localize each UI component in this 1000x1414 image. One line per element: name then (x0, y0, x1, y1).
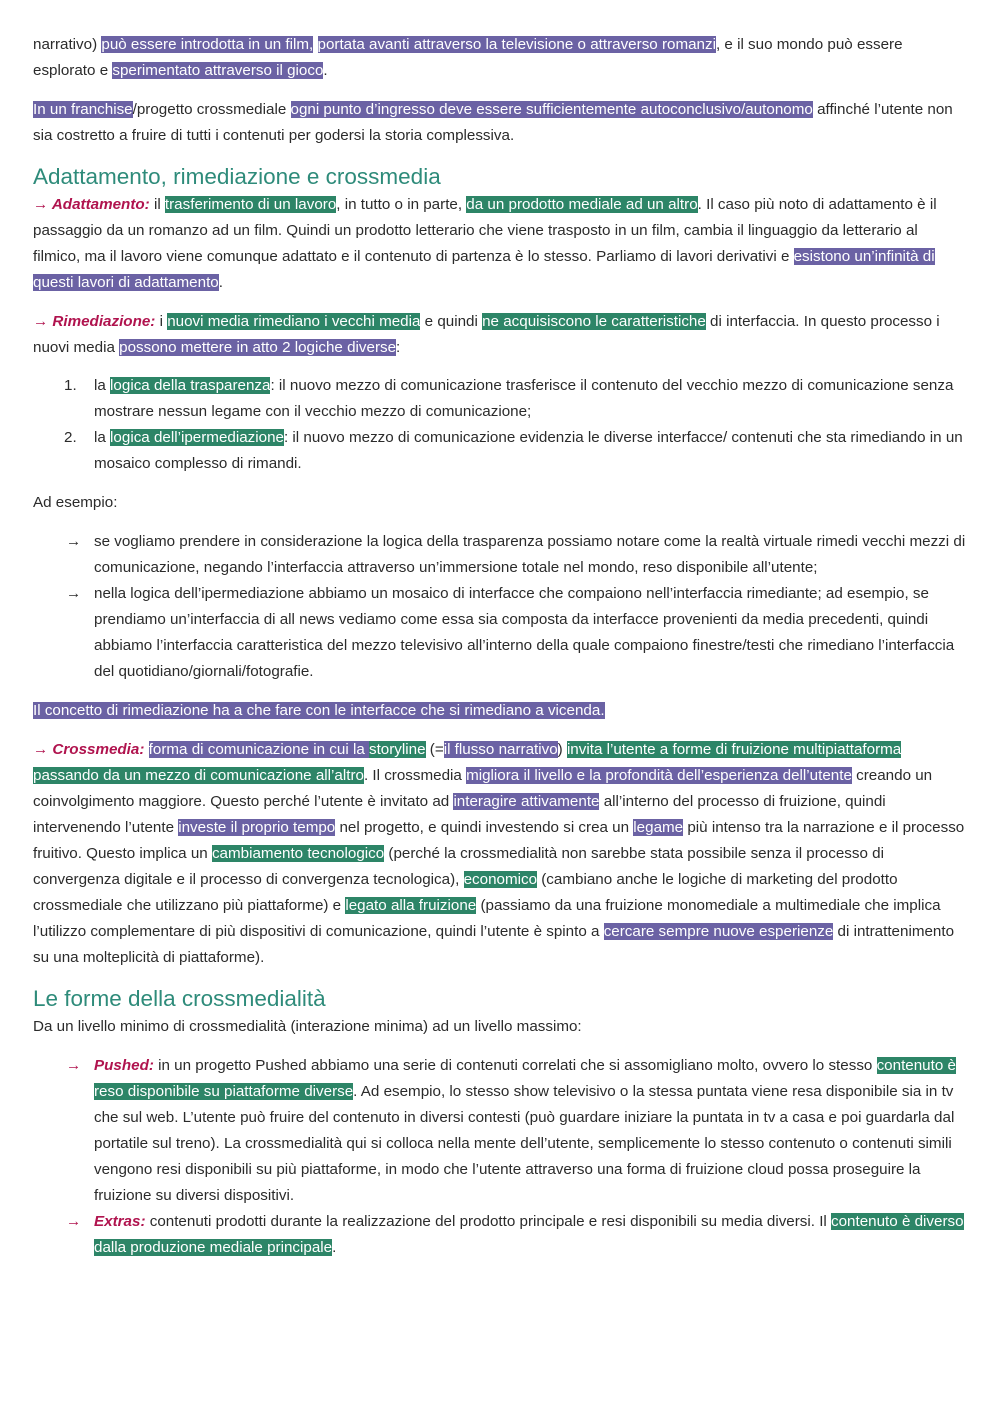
highlight-purple: In un franchise (33, 101, 133, 118)
text-segment: all’interno del processo di fruizione, quindi intervenendo l’utente (33, 793, 886, 836)
term-label: → Adattamento: (33, 196, 150, 213)
text-segment: . Il crossmedia (363, 767, 467, 784)
text-segment: narrativo) (33, 36, 102, 53)
paragraph-crossmedia (33, 737, 966, 971)
section-heading-forme: Le forme della crossmedialità (33, 986, 326, 1011)
text-segment: più intenso tra la narrazione e il processo fruitivo. Questo implica un (33, 819, 965, 862)
list-item (33, 373, 966, 425)
text-segment: nel progetto, e quindi investendo si crea un (335, 819, 634, 836)
highlight-purple: possono mettere in atto 2 logiche diverse (119, 339, 397, 356)
highlight-purple: investe il proprio tempo (178, 819, 336, 836)
text-segment: /progetto crossmediale (132, 101, 291, 118)
text-segment: di interfaccia. In questo processo i nuovi media (33, 313, 940, 356)
highlight-purple: può essere introdotta in un film, (101, 36, 314, 53)
paragraph-esempio-label: Ad esempio: (33, 494, 118, 511)
text-segment: affinché l’utente non sia costretto a fruire di tutti i contenuti per godersi la storia complessiva. (33, 101, 953, 144)
paragraph-storyworld (33, 32, 966, 84)
forme-list (33, 1053, 966, 1261)
text-segment: ) (557, 741, 567, 758)
highlight-purple: sperimentato attraverso il gioco (112, 62, 324, 79)
text-segment: creando un coinvolgimento maggiore. Questo perché l’utente è invitato ad (33, 767, 933, 810)
highlight-purple: portata avanti attraverso la televisione o attraverso romanzi (317, 36, 716, 53)
highlight-purple: cercare sempre nuove esperienze (603, 923, 834, 940)
text-segment: , e il suo mondo può essere esplorato e (33, 36, 903, 79)
highlight-green: ne acquisiscono le caratteristiche (482, 313, 706, 330)
text-segment: : il nuovo mezzo di comunicazione trasferisce il contenuto del vecchio mezzo di comunicazione senza mostrare nessun legame con il vecchio mezzo di comunicazione; (94, 377, 954, 420)
text-segment: . Ad esempio, lo stesso show televisivo o la stessa puntata viene resa disponibile sia in tv che sul web. L’utente può fruire del contenuto in diversi contesti (può guardare iniziare la puntata in tv a casa e poi guardarla dal portatile sul treno). La crossmedialità qui si colloca nella mente dell’utente, semplicemente lo stesso contenuto o contenuti simili vengono resi disponibili su più piattaforme, in modo che l’utente attraverso una forma di fruizione cloud possa proseguire la fruizione su diversi dispositivi. (94, 1083, 955, 1204)
text-segment: , in tutto o in parte, (336, 196, 467, 213)
term-label: Pushed: (94, 1057, 154, 1074)
highlight-purple: forma di comunicazione in cui la (148, 741, 369, 758)
esempi-list (33, 529, 966, 685)
arrow-icon: → (66, 585, 82, 602)
text-segment: in un progetto Pushed abbiamo una serie di contenuti correlati che si assomigliano molto, ovvero lo stesso (153, 1057, 877, 1074)
list-item (33, 1053, 966, 1209)
list-number: 2. (64, 429, 77, 446)
highlight-green: trasferimento di un lavoro (164, 196, 337, 213)
text-segment: e quindi (420, 313, 483, 330)
arrow-icon: → (66, 1057, 82, 1074)
highlight-purple: Il concetto di rimediazione ha a che fare con le interfacce che si rimediano a vicenda. (33, 702, 605, 719)
paragraph-franchise (33, 97, 966, 149)
highlight-green: logica dell’ipermediazione (110, 429, 284, 446)
text-segment: i (155, 313, 168, 330)
highlight-green: nuovi media rimediano i vecchi media (167, 313, 421, 330)
highlight-green: da un prodotto mediale ad un altro (466, 196, 698, 213)
text-segment: : (396, 339, 401, 356)
text-segment: : il nuovo mezzo di comunicazione evidenzia le diverse interfacce/ contenuti che sta rimediando in un mosaico complesso di rimandi. (94, 429, 963, 472)
logiche-list (33, 373, 966, 477)
text-segment: nella logica dell’ipermediazione abbiamo un mosaico di interfacce che compaiono nell’interfaccia rimediante; ad esempio, se prendiamo un’interfaccia di all news vediamo come essa sia composta da interfacce provenienti da media precedenti, quindi abbiamo l’interfaccia caratteristica del mezzo televisivo all’interno della quale compaiono finestre/testi che rimediano l’interfaccia del quotidiano/giornali/fotografie. (94, 585, 955, 680)
list-item (33, 529, 966, 581)
list-item (33, 1209, 966, 1261)
highlight-purple: esistono un’infinità di questi lavori di adattamento (33, 248, 935, 291)
highlight-green: invita l’utente a forme di fruizione multipiattaforma passando da un mezzo di comunicazione all’altro (33, 741, 902, 784)
text-segment: . (323, 62, 328, 79)
text-segment: la (94, 377, 111, 394)
highlight-purple: migliora il livello e la profondità dell’esperienza dell’utente (466, 767, 852, 784)
text-segment: (= (425, 741, 444, 758)
text-segment: . (218, 274, 223, 291)
highlight-green: cambiamento tecnologico (211, 845, 385, 862)
list-item (33, 581, 966, 685)
highlight-purple: interagire attivamente (453, 793, 600, 810)
highlight-green: storyline (368, 741, 426, 758)
text-segment: di intrattenimento su una molteplicità di piattaforme). (33, 923, 955, 966)
term-label: → Crossmedia: (33, 741, 145, 758)
text-segment: la (94, 429, 111, 446)
arrow-icon: → (66, 1213, 82, 1230)
highlight-green: contenuto è diverso dalla produzione mediale principale (94, 1213, 964, 1256)
highlight-green: contenuto è reso disponibile su piattaforme diverse (94, 1057, 956, 1100)
highlight-green: economico (463, 871, 538, 888)
highlight-purple: legame (633, 819, 684, 836)
highlight-purple: ogni punto d’ingresso deve essere sufficientemente autoconclusivo/autonomo (290, 101, 813, 118)
list-number: 1. (64, 377, 77, 394)
highlight-green: legato alla fruizione (345, 897, 477, 914)
term-label: → Rimediazione: (33, 313, 156, 330)
text-segment (313, 36, 317, 53)
text-segment: (cambiano anche le logiche di marketing del prodotto crossmediale che utilizzano più piattaforme) e (33, 871, 898, 914)
section-heading-adattamento: Adattamento, rimediazione e crossmedia (33, 164, 441, 189)
paragraph-concetto (33, 698, 966, 724)
text-segment: il (149, 196, 165, 213)
arrow-icon: → (66, 533, 82, 550)
text-segment: (perché la crossmedialità non sarebbe stata possibile senza il processo di convergenza digitale e il processo di convergenza tecnologica), (33, 845, 884, 888)
text-segment: se vogliamo prendere in considerazione la logica della trasparenza possiamo notare come la realtà virtuale rimedi vecchi mezzi di comunicazione, negando l’interfaccia attraverso un’immersione totale nel mondo, reso disponibile all’utente; (94, 533, 966, 576)
text-segment: (passiamo da una fruizione monomediale a multimediale che implica l’utilizzo complementare di più dispositivi di comunicazione, quindi l’utente è spinto a (33, 897, 941, 940)
paragraph-livelli: Da un livello minimo di crossmedialità (interazione minima) ad un livello massimo: (33, 1018, 582, 1035)
paragraph-rimediazione (33, 309, 966, 361)
highlight-purple: il flusso narrativo (443, 741, 558, 758)
term-label: Extras: (94, 1213, 146, 1230)
paragraph-adattamento (33, 192, 966, 296)
text-segment: contenuti prodotti durante la realizzazione del prodotto principale e resi disponibili su media diversi. Il (145, 1213, 832, 1230)
text-segment: . (332, 1239, 337, 1256)
highlight-green: logica della trasparenza (110, 377, 271, 394)
list-item (33, 425, 966, 477)
text-segment: . Il caso più noto di adattamento è il passaggio da un romanzo ad un film. Quindi un prodotto letterario che viene trasposto in un film, cambia il linguaggio da letterario al filmico, ma il lavoro viene comunque adattato e il contenuto di partenza è lo stesso. Parliamo di lavori derivativi e (33, 196, 937, 265)
